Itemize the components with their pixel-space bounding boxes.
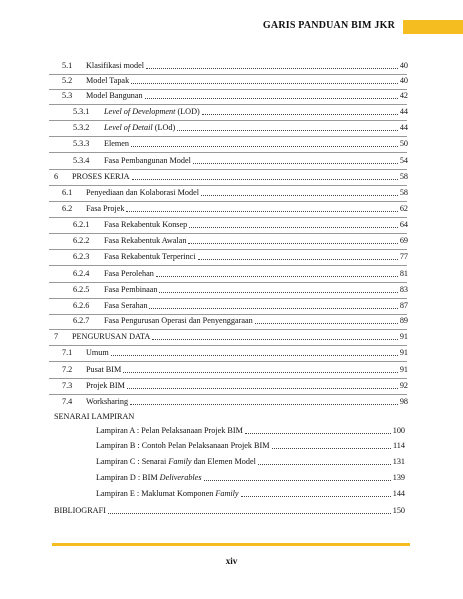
toc-entry[interactable] — [0, 75, 463, 87]
toc-entry-label: Fasa Pengurusan Operasi dan Penyenggaraan — [104, 316, 253, 325]
toc-leader-dots — [156, 276, 398, 277]
toc-entry-label-suffix: (LOd) — [152, 123, 176, 132]
toc-entry[interactable] — [0, 106, 463, 118]
appendix-entry-italic: Family — [168, 457, 192, 466]
toc-entry-label: Pusat BIM — [86, 365, 122, 374]
page-number: xiv — [225, 556, 238, 566]
toc-entry[interactable] — [0, 90, 463, 102]
appendix-entry-text: Lampiran D : BIM — [96, 473, 160, 482]
toc-entry[interactable] — [0, 331, 463, 343]
toc-row-divider — [49, 104, 407, 105]
toc-entry[interactable] — [0, 171, 463, 183]
toc-entry-page: 44 — [399, 123, 408, 132]
toc-entry-number: 5.3.3 — [73, 139, 90, 148]
toc-entry-label: Model Bangunan — [86, 91, 143, 100]
toc-row-divider — [49, 329, 407, 330]
toc-row-divider — [49, 282, 407, 283]
appendix-entry-text: Lampiran E : Maklumat Komponen — [96, 489, 216, 498]
toc-leader-dots — [188, 243, 398, 244]
toc-entry-number: 6 — [54, 172, 59, 181]
toc-entry-label: Elemen — [104, 139, 130, 148]
toc-leader-dots — [127, 388, 398, 389]
toc-entry[interactable] — [0, 155, 463, 167]
toc-leader-dots — [126, 211, 398, 212]
appendix-entry[interactable] — [0, 488, 463, 500]
appendix-entry-label — [96, 488, 239, 500]
toc-entry[interactable] — [0, 396, 463, 408]
bibliography-label: BIBLIOGRAFI — [54, 506, 106, 515]
toc-entry-number: 6.1 — [62, 188, 73, 197]
toc-leader-dots — [149, 308, 398, 309]
toc-entry-page: 77 — [399, 252, 408, 261]
toc-row-divider — [49, 201, 407, 202]
toc-leader-dots — [123, 372, 398, 373]
toc-entry-page: 44 — [399, 107, 408, 116]
toc-leader-dots — [189, 227, 398, 228]
toc-leader-dots — [255, 323, 398, 324]
appendix-entry[interactable] — [0, 472, 463, 484]
toc-entry-number: 5.3.1 — [73, 107, 90, 116]
toc-row-divider — [49, 249, 407, 250]
toc-row-divider — [49, 233, 407, 234]
toc-entry-label: Fasa Rekabentuk Konsep — [104, 220, 188, 229]
toc-entry[interactable] — [0, 364, 463, 376]
toc-entry-label: Fasa Rekabentuk Terperinci — [104, 252, 196, 261]
toc-entry[interactable] — [0, 251, 463, 263]
toc-entry-number: 5.3.4 — [73, 156, 90, 165]
toc-entry-page: 58 — [399, 188, 408, 197]
appendix-entry-text: Lampiran C : Senarai — [96, 457, 169, 466]
toc-row-divider — [49, 361, 407, 362]
toc-entry-page: 87 — [399, 301, 408, 310]
toc-entry[interactable] — [0, 235, 463, 247]
toc-entry[interactable] — [0, 219, 463, 231]
appendix-entry-text: Lampiran B : Contoh Pelan Pelaksanaan Projek BIM — [96, 441, 270, 450]
toc-entry[interactable] — [0, 315, 463, 327]
toc-leader-dots — [159, 292, 398, 293]
toc-entry-label-suffix: (LOD) — [175, 107, 200, 116]
toc-entry-number: 5.3 — [62, 91, 73, 100]
toc-entry-page: 50 — [399, 139, 408, 148]
toc-entry-number: 5.3.2 — [73, 123, 90, 132]
toc-entry-label: Worksharing — [86, 397, 129, 406]
toc-entry-page: 69 — [399, 236, 408, 245]
appendix-entry-page: 139 — [392, 473, 405, 482]
toc-row-divider — [49, 120, 407, 121]
toc-entry-number: 7.4 — [62, 397, 73, 406]
appendix-entry-label — [96, 456, 256, 468]
toc-entry-page: 91 — [399, 365, 408, 374]
toc-entry-number: 7.1 — [62, 348, 73, 357]
appendix-heading-label: SENARAI LAMPIRAN — [54, 412, 135, 421]
toc-entry-label-italic: Level of Development — [104, 107, 176, 116]
toc-entry[interactable] — [0, 60, 463, 72]
toc-entry[interactable] — [0, 284, 463, 296]
toc-entry[interactable] — [0, 187, 463, 199]
toc-entry-page: 83 — [399, 285, 408, 294]
toc-row-divider — [49, 185, 407, 186]
appendix-entry-suffix: dan Elemen Model — [191, 457, 256, 466]
toc-entry[interactable] — [0, 122, 463, 134]
bibliography-leader-dots — [108, 513, 391, 514]
appendix-entry-label — [96, 425, 243, 437]
toc-leader-dots — [131, 146, 398, 147]
appendix-entry-page: 144 — [392, 489, 405, 498]
toc-entry-label: Fasa Pembinaan — [104, 285, 158, 294]
appendix-entry-italic: Deliverables — [159, 473, 202, 482]
toc-leader-dots — [202, 114, 398, 115]
bibliography-page: 150 — [392, 506, 405, 515]
toc-entry-label: Projek BIM — [86, 381, 125, 390]
toc-entry-number: 7.2 — [62, 365, 73, 374]
appendix-leader-dots — [272, 448, 391, 449]
appendix-leader-dots — [258, 464, 391, 465]
toc-entry-page: 91 — [399, 332, 408, 341]
toc-row-divider — [49, 345, 407, 346]
toc-entry-page: 42 — [399, 91, 408, 100]
appendix-entry-text: Lampiran A : Pelan Pelaksanaan Projek BIM — [96, 426, 243, 435]
toc-entry-label: Fasa Pembangunan Model — [104, 156, 191, 165]
toc-leader-dots — [177, 130, 398, 131]
toc-entry-label: Umum — [86, 348, 109, 357]
toc-entry[interactable] — [0, 380, 463, 392]
toc-leader-dots — [111, 355, 398, 356]
toc-leader-dots — [152, 339, 398, 340]
toc-row-divider — [49, 217, 407, 218]
header-title: GARIS PANDUAN BIM JKR — [262, 20, 395, 31]
toc-row-divider — [49, 152, 407, 153]
toc-entry-number: 7 — [54, 332, 59, 341]
appendix-entry[interactable] — [0, 425, 463, 437]
toc-row-divider — [49, 136, 407, 137]
toc-entry-number: 6.2.6 — [73, 301, 90, 310]
toc-entry-label: Fasa Perolehan — [104, 269, 154, 278]
appendix-entry-page: 114 — [393, 441, 405, 450]
toc-entry[interactable] — [0, 138, 463, 150]
appendix-entry-label — [96, 440, 270, 452]
toc-entry-number: 7.3 — [62, 381, 73, 390]
toc-leader-dots — [146, 68, 398, 69]
toc-entry[interactable] — [0, 268, 463, 280]
toc-entry-number: 5.1 — [62, 61, 73, 70]
toc-leader-dots — [198, 259, 398, 260]
appendix-entry-italic: Family — [215, 489, 239, 498]
toc-entry-label: Fasa Serahan — [104, 301, 148, 310]
appendix-entry[interactable] — [0, 440, 463, 452]
appendix-entry-page: 100 — [392, 426, 405, 435]
toc-entry-number: 6.2.4 — [73, 269, 90, 278]
toc-entry-page: 62 — [399, 204, 408, 213]
toc-entry-number: 6.2.1 — [73, 220, 90, 229]
appendix-entry-page: 131 — [392, 457, 405, 466]
toc-row-divider — [49, 169, 407, 170]
toc-entry-number: 6.2.2 — [73, 236, 90, 245]
toc-leader-dots — [193, 163, 398, 164]
toc-entry-page: 98 — [399, 397, 408, 406]
toc-row-divider — [49, 378, 407, 379]
appendix-entry-label — [96, 472, 202, 484]
toc-entry[interactable] — [0, 347, 463, 359]
toc-entry-page: 58 — [399, 172, 408, 181]
toc-entry-page: 91 — [399, 348, 408, 357]
toc-entry-page: 40 — [399, 61, 408, 70]
toc-leader-dots — [201, 195, 398, 196]
toc-entry-page: 89 — [399, 316, 408, 325]
toc-entry-label: PROSES KERJA — [72, 172, 130, 181]
appendix-leader-dots — [204, 480, 391, 481]
toc-entry-label: Fasa Rekabentuk Awalan — [104, 236, 187, 245]
toc-entry-number: 6.2.5 — [73, 285, 90, 294]
toc-leader-dots — [132, 179, 398, 180]
toc-entry-page: 64 — [399, 220, 408, 229]
appendix-heading — [0, 411, 463, 423]
toc-entry-page: 40 — [399, 76, 408, 85]
bibliography-entry[interactable] — [0, 505, 463, 517]
footer-accent-bar — [52, 543, 410, 546]
toc-entry-label: Fasa Projek — [86, 204, 125, 213]
toc-row-divider — [49, 265, 407, 266]
toc-entry-page: 81 — [399, 269, 408, 278]
toc-entry-number: 6.2.3 — [73, 252, 90, 261]
toc-entry-label: PENGURUSAN DATA — [72, 332, 151, 341]
toc-entry-label: Model Tapak — [86, 76, 130, 85]
appendix-entry[interactable] — [0, 456, 463, 468]
toc-leader-dots — [131, 83, 398, 84]
toc-entry-page: 54 — [399, 156, 408, 165]
appendix-leader-dots — [241, 496, 391, 497]
toc-entry[interactable] — [0, 203, 463, 215]
toc-entry[interactable] — [0, 300, 463, 312]
toc-entry-number: 6.2 — [62, 204, 73, 213]
toc-leader-dots — [145, 98, 398, 99]
toc-entry-number: 6.2.7 — [73, 316, 90, 325]
toc-entry-label — [104, 106, 200, 118]
toc-entry-label-italic: Level of Detail — [104, 123, 153, 132]
appendix-leader-dots — [245, 433, 391, 434]
toc-leader-dots — [130, 404, 398, 405]
toc-entry-page: 92 — [399, 381, 408, 390]
toc-row-divider — [49, 394, 407, 395]
toc-entry-label: Klasifikasi model — [86, 61, 144, 70]
toc-entry-label: Penyediaan dan Kolaborasi Model — [86, 188, 200, 197]
toc-row-divider — [49, 298, 407, 299]
toc-entry-label — [104, 122, 175, 134]
toc-entry-number: 5.2 — [62, 76, 73, 85]
